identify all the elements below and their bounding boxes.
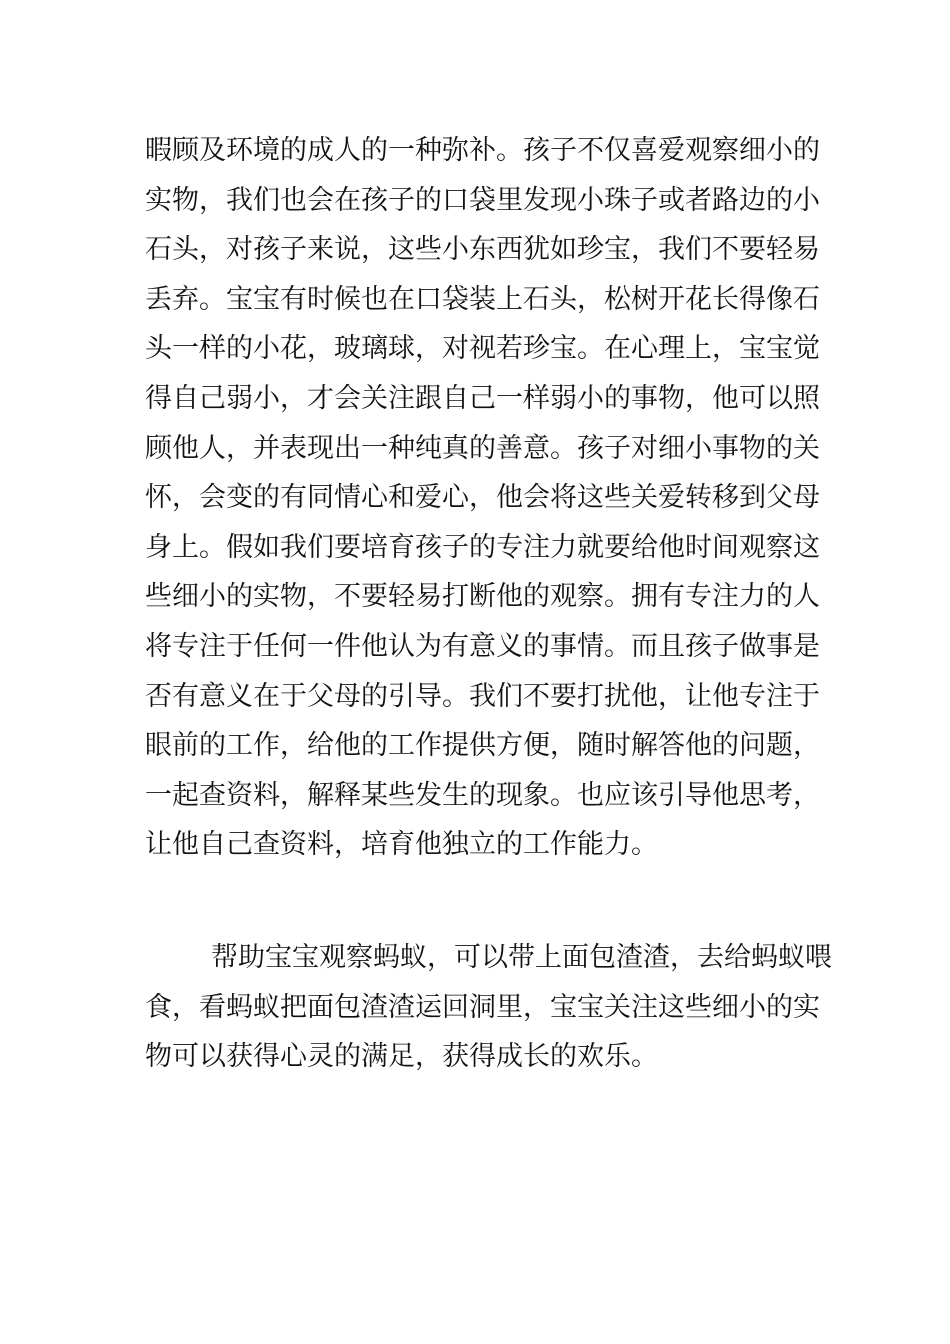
paragraph-2 <box>145 933 832 1082</box>
text-line: 石头，对孩子来说，这些小东西犹如珍宝，我们不要轻易 <box>145 234 820 266</box>
document-body <box>145 126 832 1082</box>
text-line: 暇顾及环境的成人的一种弥补。孩子不仅喜爱观察细小的 <box>145 135 820 166</box>
paragraph-spacer <box>145 870 809 933</box>
paragraph-1 <box>145 126 820 870</box>
text-line: 将专注于任何一件他认为有意义的事情。而且孩子做事是 <box>145 630 820 662</box>
text-line: 一起查资料，解释某些发生的现象。也应该引导他思考， <box>145 779 820 811</box>
text-line: 实物，我们也会在孩子的口袋里发现小珠子或者路边的小 <box>145 184 820 216</box>
text-line: 物可以获得心灵的满足，获得成长的欢乐。 <box>145 1041 658 1073</box>
text-line: 让他自己查资料，培育他独立的工作能力。 <box>145 829 658 861</box>
text-line: 食，看蚂蚁把面包渣渣运回洞里，宝宝关注这些细小的实 <box>145 991 820 1023</box>
text-line: 丢弃。宝宝有时候也在口袋装上石头，松树开花长得像石 <box>145 283 820 315</box>
text-line: 帮助宝宝观察蚂蚁，可以带上面包渣渣，去给蚂蚁喂 <box>211 941 832 973</box>
text-line: 怀，会变的有同情心和爱心，他会将这些关爱转移到父母 <box>145 482 820 514</box>
text-line: 否有意义在于父母的引导。我们不要打扰他，让他专注于 <box>145 680 820 712</box>
text-line: 身上。假如我们要培育孩子的专注力就要给他时间观察这 <box>145 531 820 563</box>
text-line: 得自己弱小，才会关注跟自己一样弱小的事物，他可以照 <box>145 382 820 414</box>
text-line: 头一样的小花，玻璃球，对视若珍宝。在心理上，宝宝觉 <box>145 333 820 365</box>
text-line: 眼前的工作，给他的工作提供方便，随时解答他的问题， <box>145 730 820 762</box>
text-line: 顾他人，并表现出一种纯真的善意。孩子对细小事物的关 <box>145 432 820 464</box>
text-line: 些细小的实物，不要轻易打断他的观察。拥有专注力的人 <box>145 581 820 613</box>
